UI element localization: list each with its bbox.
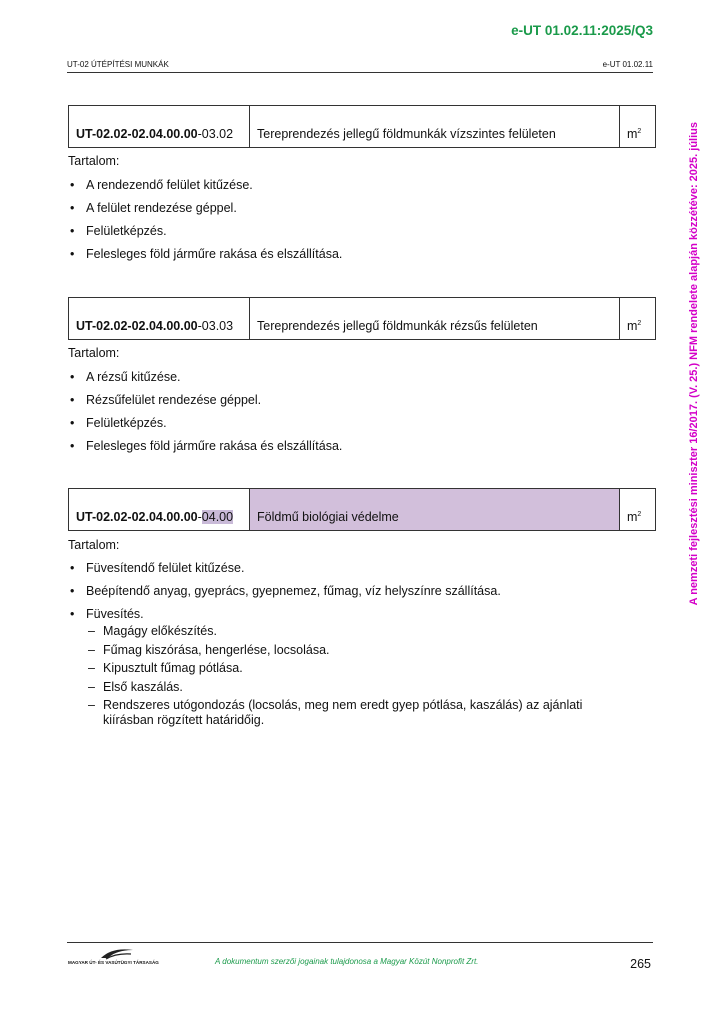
- item-title: Tereprendezés jellegű földmunkák vízszintes felületen: [250, 106, 620, 148]
- header-doc-id: e-UT 01.02.11: [602, 60, 653, 69]
- list-item: • Felületképzés.: [68, 224, 342, 247]
- item-header-03-03: [68, 297, 656, 340]
- item-unit: $m^2$: [620, 106, 656, 148]
- item-unit: $m^2$: [620, 489, 656, 531]
- item-unit: $m^2$: [620, 298, 656, 340]
- page-number: 265: [630, 957, 651, 971]
- item-title: Tereprendezés jellegű földmunkák rézsűs felületen: [250, 298, 620, 340]
- content-list: [68, 370, 342, 462]
- content-list: [68, 561, 623, 728]
- content-label: Tartalom:: [68, 538, 120, 552]
- item-header-03-02: [68, 105, 656, 148]
- list-item: • Felesleges föld járműre rakása és elszállítása.: [68, 439, 342, 462]
- side-note-text: A nemzeti fejlesztési miniszter 16/2017. (V. 25.) NFM rendelete alapján közzétéve: 2025. július: [687, 122, 700, 606]
- list-item: • Füvesítendő felület kitűzése.: [68, 561, 623, 584]
- list-item: • A rendezendő felület kitűzése.: [68, 178, 342, 201]
- item-title: Földmű biológiai védelme: [250, 489, 620, 531]
- sub-list-item: – Első kaszálás.: [86, 680, 623, 699]
- content-list: [68, 178, 342, 270]
- sub-list-item: – Kipusztult fűmag pótlása.: [86, 661, 623, 680]
- item-code: UT-02.02-02.04.00.00-03.03: [69, 298, 250, 340]
- sub-list-item: – Magágy előkészítés.: [86, 624, 623, 643]
- page-header: [67, 60, 653, 73]
- content-label: Tartalom:: [68, 346, 120, 360]
- list-item: • A felület rendezése géppel.: [68, 201, 342, 224]
- list-item: • A rézsű kitűzése.: [68, 370, 342, 393]
- footer-divider: [67, 942, 653, 943]
- logo-swoosh-icon: [100, 946, 134, 960]
- logo-text: MAGYAR ÚT- ÉS VASÚTÜGYI TÁRSASÁG: [68, 960, 159, 965]
- document-code: e-UT 01.02.11:2025/Q3: [511, 23, 653, 38]
- item-code: UT-02.02-02.04.00.00-03.02: [69, 106, 250, 148]
- list-item: • Rézsűfelület rendezése géppel.: [68, 393, 342, 416]
- item-code: UT-02.02-02.04.00.00-04.00: [69, 489, 250, 531]
- list-item: • Füvesítés. – Magágy előkészítés. – Fűmag kiszórása, hengerlése, locsolása. – Kipusztult fűmag pótlása. – Első kaszálás. – Rendszeres utógondozás (locsolás, meg nem eredt gyep pótlása, kaszálás) az ajánlati kiírásban rögzített határidőig.: [68, 607, 623, 728]
- copyright-notice: A dokumentum szerzői jogainak tulajdonosa a Magyar Közút Nonprofit Zrt.: [215, 957, 479, 966]
- list-item: • Felületképzés.: [68, 416, 342, 439]
- header-chapter: UT-02 ÚTÉPÍTÉSI MUNKÁK: [67, 60, 169, 69]
- list-item: • Beépítendő anyag, gyeprács, gyepnemez, fűmag, víz helyszínre szállítása.: [68, 584, 623, 607]
- item-header-04-00: [68, 488, 656, 531]
- sub-list-item: – Fűmag kiszórása, hengerlése, locsolása.: [86, 643, 623, 662]
- company-logo: [68, 946, 158, 968]
- sub-list-item: – Rendszeres utógondozás (locsolás, meg nem eredt gyep pótlása, kaszálás) az ajánlati kiírásban rögzített határidőig.: [86, 698, 623, 728]
- content-label: Tartalom:: [68, 154, 120, 168]
- sub-list: [86, 624, 623, 728]
- list-item: • Felesleges föld járműre rakása és elszállítása.: [68, 247, 342, 270]
- side-publication-note: [685, 98, 702, 630]
- code-highlight: 04.00: [201, 510, 234, 524]
